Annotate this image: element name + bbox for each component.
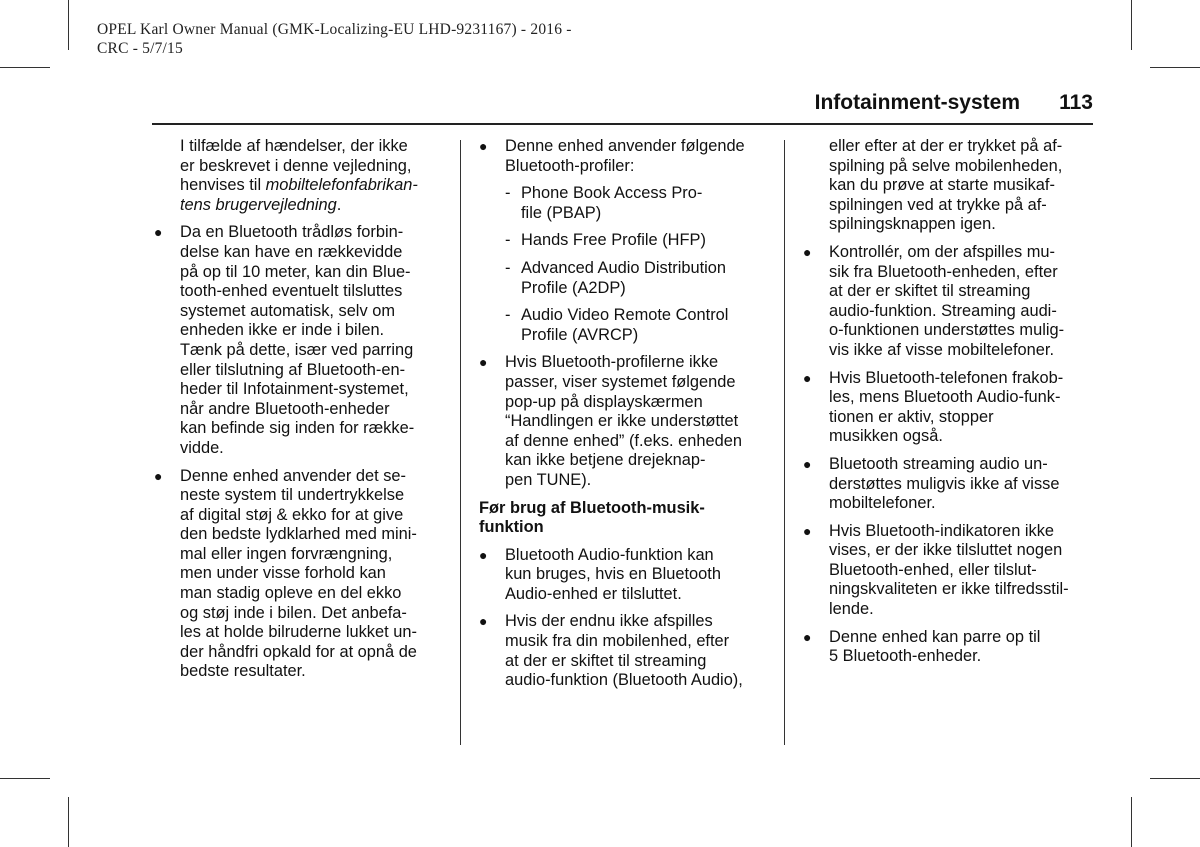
italic-reference: mobiltelefonfabrikan- — [265, 176, 418, 195]
text-line: og støj inde i bilen. Det anbefa- — [180, 603, 407, 622]
bullet-icon: ● — [803, 522, 812, 539]
bullet-item — [479, 137, 779, 176]
bullet-icon: ● — [479, 546, 488, 563]
text-line: spilningen ved at trykke på af- — [829, 195, 1047, 214]
bullet-icon: ● — [803, 455, 812, 472]
crop-mark-top-right-v — [1131, 0, 1132, 50]
text-line: vidde. — [180, 438, 224, 457]
text-line: kun bruges, hvis en Bluetooth — [505, 565, 721, 584]
bullet-icon: ● — [479, 613, 488, 630]
text-line: når andre Bluetooth-enheder — [180, 399, 390, 418]
header-rule — [152, 123, 1093, 125]
italic-reference: tens brugervejledning — [180, 195, 337, 214]
text-line — [180, 196, 450, 216]
text-line: heder til Infotainment-systemet, — [180, 380, 409, 399]
text-line: audio-funktion (Bluetooth Audio), — [505, 671, 743, 690]
crop-mark-top-left-h — [0, 67, 50, 68]
text-run: henvises til — [180, 176, 266, 195]
bullet-icon: ● — [479, 354, 488, 371]
text-line: musik fra din mobilenhed, efter — [505, 632, 730, 651]
text-line: bedste resultater. — [180, 662, 306, 681]
text-line: “Handlingen er ikke understøttet — [505, 412, 739, 431]
text-run: . — [336, 195, 342, 214]
text-line: pop-up på displayskærmen — [505, 392, 703, 411]
profile-item — [479, 231, 779, 251]
text-line: af denne enhed” (f.eks. enheden — [505, 431, 742, 450]
bullet-item — [479, 612, 779, 690]
text-line: Kontrollér, om der afspilles mu- — [829, 242, 1055, 261]
profile-item — [479, 306, 779, 345]
bullet-icon: ● — [803, 369, 812, 386]
dash-icon: - — [505, 306, 511, 325]
crop-mark-top-left-v — [68, 0, 69, 50]
column-divider — [460, 140, 461, 745]
text-line: kan du prøve at starte musikaf- — [829, 176, 1055, 195]
dash-icon: - — [505, 184, 511, 203]
text-line: delse kan have en rækkevidde — [180, 242, 403, 261]
document-meta-line: CRC - 5/7/15 — [97, 40, 183, 57]
text-line: passer, viser systemet følgende — [505, 372, 736, 391]
text-line: spilning på selve mobilenheden, — [829, 156, 1063, 175]
text-line: systemet automatisk, selv om — [180, 301, 395, 320]
text-line: på op til 10 meter, kan din Blue- — [180, 262, 411, 281]
text-line: Audio Video Remote Control — [521, 306, 729, 325]
text-line: lende. — [829, 600, 874, 619]
text-line: mal eller ingen forvrængning, — [180, 544, 393, 563]
bullet-item — [803, 455, 1103, 514]
crop-mark-bottom-right-h — [1150, 778, 1200, 779]
text-line: Denne enhed kan parre op til — [829, 627, 1041, 646]
text-line: men under visse forhold kan — [180, 564, 386, 583]
text-line: les, mens Bluetooth Audio-funk- — [829, 388, 1061, 407]
subheading-line: funktion — [479, 518, 544, 537]
text-line: derstøttes muligvis ikke af visse — [829, 474, 1060, 493]
text-line: 5 Bluetooth-enheder. — [829, 647, 982, 666]
text-line: eller efter at der er trykket på af- — [829, 137, 1063, 155]
column-1 — [154, 137, 450, 690]
text-line: eller tilslutning af Bluetooth-en- — [180, 360, 406, 379]
bullet-icon: ● — [154, 467, 163, 484]
text-line: file (PBAP) — [521, 203, 602, 222]
text-line: Tænk på dette, især ved parring — [180, 340, 414, 359]
text-line: Bluetooth-enhed, eller tilslut- — [829, 560, 1037, 579]
text-line: Bluetooth-profiler: — [505, 156, 635, 175]
profile-item — [479, 184, 779, 223]
text-line: Bluetooth Audio-funktion kan — [505, 545, 714, 564]
bullet-icon: ● — [803, 243, 812, 260]
dash-icon: - — [505, 258, 511, 277]
text-line: sik fra Bluetooth-enheden, efter — [829, 262, 1058, 281]
document-meta — [97, 20, 657, 58]
text-line: Phone Book Access Pro- — [521, 184, 703, 203]
bullet-icon: ● — [154, 224, 163, 241]
text-line: kan befinde sig inden for række- — [180, 419, 415, 438]
text-line: ningskvaliteten er ikke tilfredsstil- — [829, 580, 1069, 599]
bullet-item — [803, 628, 1103, 667]
text-line: af digital støj & ekko for at give — [180, 505, 404, 524]
bullet-item — [479, 353, 779, 490]
text-line: at der er skiftet til streaming — [829, 282, 1031, 301]
text-line: den bedste lydklarhed med mini- — [180, 525, 417, 544]
text-line: vises, er der ikke tilsluttet nogen — [829, 541, 1063, 560]
bullet-icon: ● — [803, 628, 812, 645]
crop-mark-bottom-left-h — [0, 778, 50, 779]
text-line: audio-funktion. Streaming audi- — [829, 301, 1057, 320]
bullet-item — [154, 467, 450, 683]
text-line: Denne enhed anvender følgende — [505, 137, 745, 155]
text-line: Denne enhed anvender det se- — [180, 466, 406, 485]
text-line: der håndfri opkald for at opnå de — [180, 642, 417, 661]
profile-item — [479, 259, 779, 298]
column-divider — [784, 140, 785, 745]
crop-mark-bottom-right-v — [1131, 797, 1132, 847]
text-line: Hvis Bluetooth-telefonen frakob- — [829, 368, 1064, 387]
text-line: vis ikke af visse mobiltelefoner. — [829, 340, 1055, 359]
text-line: Da en Bluetooth trådløs forbin- — [180, 223, 404, 242]
crop-mark-bottom-left-v — [68, 797, 69, 847]
text-line: Profile (AVRCP) — [521, 325, 639, 344]
bullet-item — [479, 546, 779, 605]
text-line: Bluetooth streaming audio un- — [829, 454, 1048, 473]
text-line — [180, 176, 450, 196]
text-line: Advanced Audio Distribution — [521, 258, 727, 277]
bullet-icon: ● — [479, 138, 488, 154]
text-line: Hvis Bluetooth-profilerne ikke — [505, 353, 719, 372]
text-line: les at holde bilruderne lukket un- — [180, 623, 417, 642]
text-line: Hvis der endnu ikke afspilles — [505, 612, 713, 631]
text-line: mobiltelefoner. — [829, 494, 936, 513]
text-line: tooth-enhed eventuelt tilsluttes — [180, 282, 403, 301]
text-line: Profile (A2DP) — [521, 278, 626, 297]
crop-mark-top-right-h — [1150, 67, 1200, 68]
text-line: er beskrevet i denne vejledning, — [180, 156, 412, 175]
text-line: spilningsknappen igen. — [829, 215, 996, 234]
text-line: kan ikke betjene drejeknap- — [505, 451, 706, 470]
document-meta-line: OPEL Karl Owner Manual (GMK-Localizing-EU LHD-9231167) - 2016 - — [97, 21, 572, 38]
page-number: 113 — [1059, 91, 1093, 114]
intro-paragraph — [154, 137, 450, 215]
text-line: pen TUNE). — [505, 470, 592, 489]
text-line: neste system til undertrykkelse — [180, 486, 405, 505]
bullet-item — [803, 522, 1103, 620]
text-line: man stadig opleve en del ekko — [180, 584, 402, 603]
bullet-item — [803, 369, 1103, 447]
text-line: at der er skiftet til streaming — [505, 651, 707, 670]
continuation-paragraph — [803, 137, 1103, 235]
subheading — [479, 499, 779, 538]
bullet-item — [154, 223, 450, 458]
section-title: Infotainment-system — [814, 91, 1020, 114]
bullet-item — [803, 243, 1103, 361]
subheading-line: Før brug af Bluetooth-musik- — [479, 498, 705, 517]
text-line: I tilfælde af hændelser, der ikke — [180, 137, 408, 155]
text-line: musikken også. — [829, 427, 943, 446]
text-line: enheden ikke er inde i bilen. — [180, 321, 385, 340]
text-line: tionen er aktiv, stopper — [829, 407, 994, 426]
dash-icon: - — [505, 231, 511, 250]
text-line: Hands Free Profile (HFP) — [521, 231, 706, 250]
text-line: Audio-enhed er tilsluttet. — [505, 584, 682, 603]
text-line: Hvis Bluetooth-indikatoren ikke — [829, 521, 1055, 540]
column-2 — [479, 137, 779, 699]
column-3 — [803, 137, 1103, 675]
text-line: o-funktionen understøttes mulig- — [829, 321, 1065, 340]
